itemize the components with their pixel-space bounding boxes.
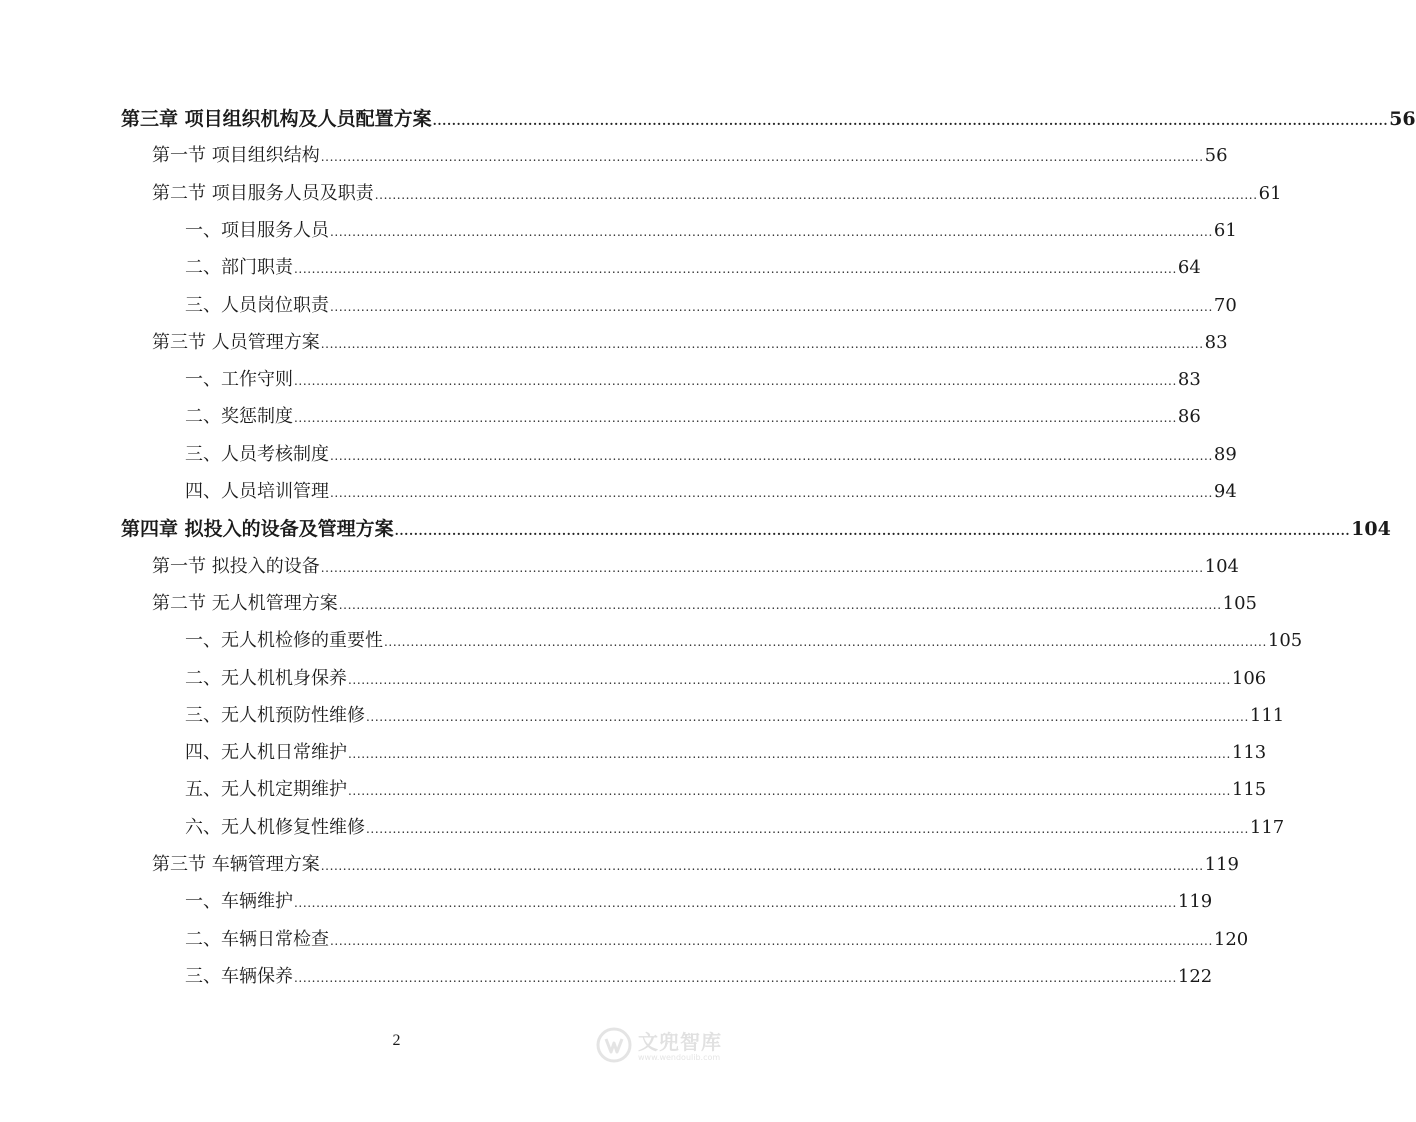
toc-entry[interactable] xyxy=(152,555,1239,580)
toc-entry[interactable] xyxy=(185,480,1237,505)
toc-leader-dots: ........................................................................................................................................................................................................ xyxy=(330,300,1213,314)
toc-entry-page: 104 xyxy=(1204,556,1239,577)
toc-entry-title: 第三章 项目组织机构及人员配置方案 xyxy=(121,108,432,130)
toc-entry-page: 105 xyxy=(1267,630,1303,651)
toc-leader-dots: ........................................................................................................................................................................................................ xyxy=(338,598,1222,612)
toc-entry-title: 第一节 拟投入的设备 xyxy=(152,556,320,577)
toc-entry-title: 六、无人机修复性维修 xyxy=(185,817,365,838)
watermark-title: 文兜智库 xyxy=(638,1030,722,1054)
watermark-url: www.wendoulib.com xyxy=(638,1053,721,1062)
toc-leader-dots: ........................................................................................................................................................................................................ xyxy=(320,150,1204,164)
toc-entry-title: 第一节 项目组织结构 xyxy=(152,145,320,166)
toc-entry[interactable] xyxy=(185,294,1237,319)
toc-entry-page: 111 xyxy=(1249,705,1285,726)
page-number: 2 xyxy=(392,1032,401,1049)
toc-entry-page: 83 xyxy=(1177,369,1201,390)
toc-entry-title: 二、无人机机身保养 xyxy=(185,668,347,689)
toc-entry-title: 一、无人机检修的重要性 xyxy=(185,630,383,651)
toc-entry[interactable] xyxy=(152,592,1257,617)
wendou-logo-icon xyxy=(596,1027,632,1067)
toc-leader-dots: ........................................................................................................................................................................................................ xyxy=(432,114,1389,128)
toc-entry-page: 61 xyxy=(1213,220,1237,241)
toc-leader-dots: ........................................................................................................................................................................................................ xyxy=(330,486,1213,500)
toc-entry[interactable] xyxy=(185,667,1267,692)
toc-entry-title: 三、人员岗位职责 xyxy=(185,295,329,316)
toc-entry-page: 119 xyxy=(1204,854,1239,875)
toc-entry[interactable] xyxy=(185,778,1267,803)
toc-leader-dots: ........................................................................................................................................................................................................ xyxy=(294,262,1177,276)
toc-entry-page: 83 xyxy=(1204,332,1228,353)
toc-leader-dots: ........................................................................................................................................................................................................ xyxy=(320,859,1204,873)
toc-entry[interactable] xyxy=(121,107,1416,133)
toc-entry-title: 二、部门职责 xyxy=(185,257,293,278)
toc-leader-dots: ........................................................................................................................................................................................................ xyxy=(374,188,1258,202)
toc-entry-title: 第二节 项目服务人员及职责 xyxy=(152,183,374,204)
toc-entry[interactable] xyxy=(185,443,1237,468)
toc-leader-dots: ........................................................................................................................................................................................................ xyxy=(294,411,1177,425)
toc-leader-dots: ........................................................................................................................................................................................................ xyxy=(330,449,1213,463)
toc-entry-page: 64 xyxy=(1177,257,1201,278)
toc-entry-title: 第三节 人员管理方案 xyxy=(152,332,320,353)
toc-entry-title: 一、工作守则 xyxy=(185,369,293,390)
toc-entry-page: 70 xyxy=(1213,295,1237,316)
toc-entry-title: 一、项目服务人员 xyxy=(185,220,329,241)
toc-entry-title: 第三节 车辆管理方案 xyxy=(152,854,320,875)
toc-entry-title: 三、车辆保养 xyxy=(185,966,293,987)
toc-leader-dots: ........................................................................................................................................................................................................ xyxy=(320,561,1204,575)
toc-entry[interactable] xyxy=(152,331,1228,356)
toc-entry[interactable] xyxy=(185,890,1213,915)
toc-leader-dots: ........................................................................................................................................................................................................ xyxy=(348,673,1231,687)
toc-entry[interactable] xyxy=(152,144,1228,169)
toc-leader-dots: ........................................................................................................................................................................................................ xyxy=(384,635,1267,649)
toc-leader-dots: ........................................................................................................................................................................................................ xyxy=(294,971,1177,985)
toc-entry-page: 115 xyxy=(1231,779,1267,800)
toc-entry-title: 四、无人机日常维护 xyxy=(185,742,347,763)
toc-leader-dots: ........................................................................................................................................................................................................ xyxy=(294,896,1177,910)
toc-entry-title: 一、车辆维护 xyxy=(185,891,293,912)
toc-leader-dots: ........................................................................................................................................................................................................ xyxy=(294,374,1177,388)
toc-entry[interactable] xyxy=(121,517,1391,543)
toc-entry[interactable] xyxy=(185,704,1285,729)
toc-entry-page: 61 xyxy=(1258,183,1282,204)
toc-entry[interactable] xyxy=(185,256,1201,281)
toc-entry-page: 104 xyxy=(1351,518,1391,540)
toc-entry-page: 89 xyxy=(1213,444,1237,465)
toc-entry[interactable] xyxy=(185,405,1201,430)
toc-entry[interactable] xyxy=(185,368,1201,393)
toc-entry[interactable] xyxy=(185,816,1285,841)
toc-entry-title: 第四章 拟投入的设备及管理方案 xyxy=(121,518,394,540)
toc-entry-page: 119 xyxy=(1177,891,1213,912)
toc-entry-title: 二、车辆日常检查 xyxy=(185,929,329,950)
toc-leader-dots: ........................................................................................................................................................................................................ xyxy=(330,225,1213,239)
toc-entry-title: 四、人员培训管理 xyxy=(185,481,329,502)
toc-entry[interactable] xyxy=(152,853,1239,878)
toc-entry-title: 三、无人机预防性维修 xyxy=(185,705,365,726)
toc-entry-page: 120 xyxy=(1213,929,1249,950)
toc-leader-dots: ........................................................................................................................................................................................................ xyxy=(366,710,1249,724)
toc-leader-dots: ........................................................................................................................................................................................................ xyxy=(330,934,1213,948)
toc-entry[interactable] xyxy=(185,965,1213,990)
toc-entry[interactable] xyxy=(185,928,1249,953)
toc-entry-page: 105 xyxy=(1222,593,1257,614)
toc-entry-page: 56 xyxy=(1204,145,1228,166)
toc-leader-dots: ........................................................................................................................................................................................................ xyxy=(348,784,1231,798)
toc-leader-dots: ........................................................................................................................................................................................................ xyxy=(394,524,1351,538)
toc-leader-dots: ........................................................................................................................................................................................................ xyxy=(366,822,1249,836)
toc-entry-title: 三、人员考核制度 xyxy=(185,444,329,465)
toc-entry-title: 五、无人机定期维护 xyxy=(185,779,347,800)
toc-entry[interactable] xyxy=(152,182,1282,207)
toc-entry-page: 117 xyxy=(1249,817,1285,838)
toc-entry-page: 113 xyxy=(1231,742,1267,763)
toc-entry-page: 106 xyxy=(1231,668,1267,689)
toc-entry-page: 56 xyxy=(1389,108,1416,130)
toc-entry-title: 二、奖惩制度 xyxy=(185,406,293,427)
toc-entry-page: 94 xyxy=(1213,481,1237,502)
toc-entry[interactable] xyxy=(185,741,1267,766)
toc-entry[interactable] xyxy=(185,629,1303,654)
toc-entry-title: 第二节 无人机管理方案 xyxy=(152,593,338,614)
toc-leader-dots: ........................................................................................................................................................................................................ xyxy=(348,747,1231,761)
toc-leader-dots: ........................................................................................................................................................................................................ xyxy=(320,337,1204,351)
watermark xyxy=(596,1022,756,1072)
toc-entry-page: 86 xyxy=(1177,406,1201,427)
toc-entry-page: 122 xyxy=(1177,966,1213,987)
toc-entry[interactable] xyxy=(185,219,1237,244)
